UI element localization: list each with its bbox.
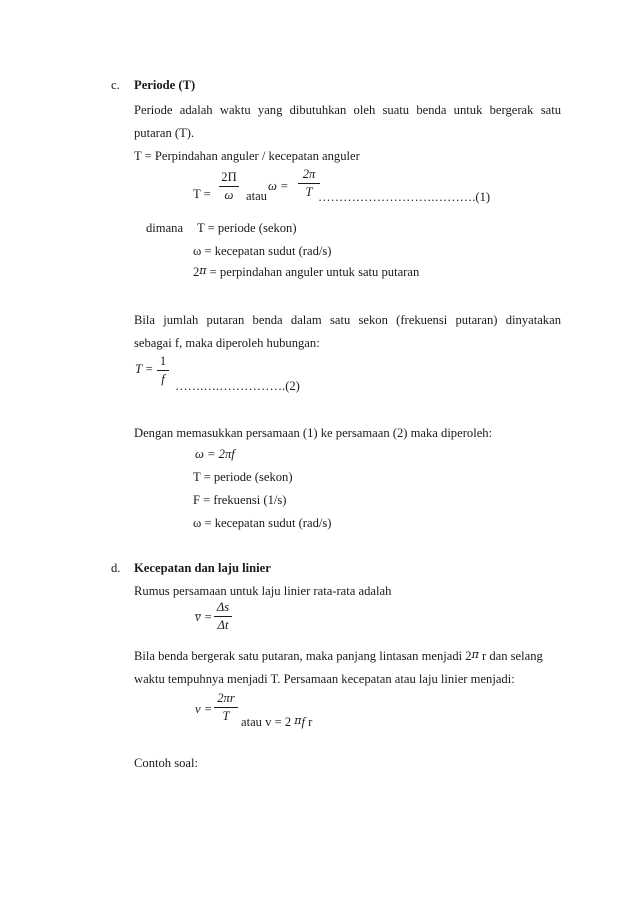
- d-eq2-alt-pre: atau v = 2: [241, 715, 295, 729]
- def-kecepatan-sudut-2: ω = kecepatan sudut (rad/s): [193, 516, 332, 530]
- eq2-fraction: [157, 355, 169, 385]
- eq1-lhs: T =: [193, 187, 211, 201]
- d-eq2-lhs: v =: [195, 702, 213, 716]
- section-d-para2-line1: [134, 650, 543, 663]
- eq1-omega-lhs: ω =: [268, 179, 289, 193]
- eq1-numerator: 2Π: [221, 170, 237, 184]
- dimana-label: dimana: [146, 221, 184, 235]
- eq1-denominator: ω: [224, 187, 234, 202]
- section-c-para2-line1: Bila jumlah putaran benda dalam satu sekon (frekuensi putaran) dinyatakan: [134, 313, 561, 327]
- d-para2-post: r dan selang: [478, 649, 543, 663]
- pi-symbol: π: [199, 264, 207, 277]
- eq2-ref: …….….…………….(2): [175, 379, 300, 393]
- d-eq2-pi-symbol: π: [294, 714, 302, 727]
- d-eq2-denominator: T: [222, 708, 230, 723]
- section-c-para1-line1: Periode adalah waktu yang dibutuhkan oleh suatu benda untuk bergerak satu: [134, 103, 561, 117]
- d-eq2-numerator: 2πr: [217, 691, 235, 705]
- section-c-para1-line2: putaran (T).: [134, 126, 195, 140]
- def-kecepatan-sudut: ω = kecepatan sudut (rad/s): [193, 244, 332, 258]
- d-eq1-denominator: Δt: [217, 617, 229, 632]
- d-eq1-lhs: v̅ =: [195, 610, 213, 624]
- def3-post: = perpindahan anguler untuk satu putaran: [206, 265, 420, 279]
- eq3: ω = 2πf: [195, 447, 235, 461]
- def-periode: T = periode (sekon): [197, 221, 297, 235]
- def-periode-2: T = periode (sekon): [193, 470, 293, 484]
- d-eq2-fraction: [214, 692, 238, 722]
- d-eq2-f-symbol: f: [301, 715, 305, 729]
- d-eq1-fraction-bar: [214, 616, 232, 617]
- def-perpindahan: [193, 266, 419, 279]
- eq2-denominator: f: [161, 371, 165, 386]
- d-para2-pre: Bila benda bergerak satu putaran, maka panjang lintasan menjadi 2: [134, 649, 472, 663]
- section-c-title: Periode (T): [134, 78, 196, 92]
- section-c-para2-line2: sebagai f, maka diperoleh hubungan:: [134, 336, 320, 350]
- formula-text: T = Perpindahan anguler / kecepatan anguler: [134, 149, 360, 163]
- d-para2-pi-symbol: π: [471, 648, 479, 661]
- eq2-numerator: 1: [159, 354, 167, 368]
- eq1-ref: ……………………….……….(1): [318, 190, 491, 204]
- eq1-numerator2: 2π: [302, 167, 316, 181]
- eq2-lhs: T =: [135, 362, 154, 376]
- d-eq1-numerator: Δs: [216, 600, 230, 614]
- d-eq2-alt: [241, 716, 312, 729]
- section-c-marker: c.: [111, 78, 120, 92]
- eq1-fraction-bar: [219, 186, 239, 187]
- section-d-para2-line2: waktu tempuhnya menjadi T. Persamaan kecepatan atau laju linier menjadi:: [134, 672, 515, 686]
- eq2-fraction-bar: [157, 370, 169, 371]
- section-d-para1: Rumus persamaan untuk laju linier rata-rata adalah: [134, 584, 392, 598]
- def-frekuensi: F = frekuensi (1/s): [193, 493, 287, 507]
- eq1-fraction: [219, 171, 239, 201]
- eq1-atau: atau: [246, 189, 267, 203]
- d-eq2-fraction-bar: [214, 707, 238, 708]
- eq1-fraction2-bar: [298, 183, 320, 184]
- section-d-marker: d.: [111, 561, 121, 575]
- eq1-fraction2: [298, 168, 320, 198]
- contoh-soal-label: Contoh soal:: [134, 756, 199, 770]
- def3-pre: 2: [193, 265, 200, 279]
- d-eq1-fraction: [214, 601, 232, 631]
- eq1-denominator2: T: [305, 184, 313, 199]
- section-d-title: Kecepatan dan laju linier: [134, 561, 271, 575]
- section-c-para3: Dengan memasukkan persamaan (1) ke persamaan (2) maka diperoleh:: [134, 426, 493, 440]
- d-eq2-alt-post: r: [305, 715, 313, 729]
